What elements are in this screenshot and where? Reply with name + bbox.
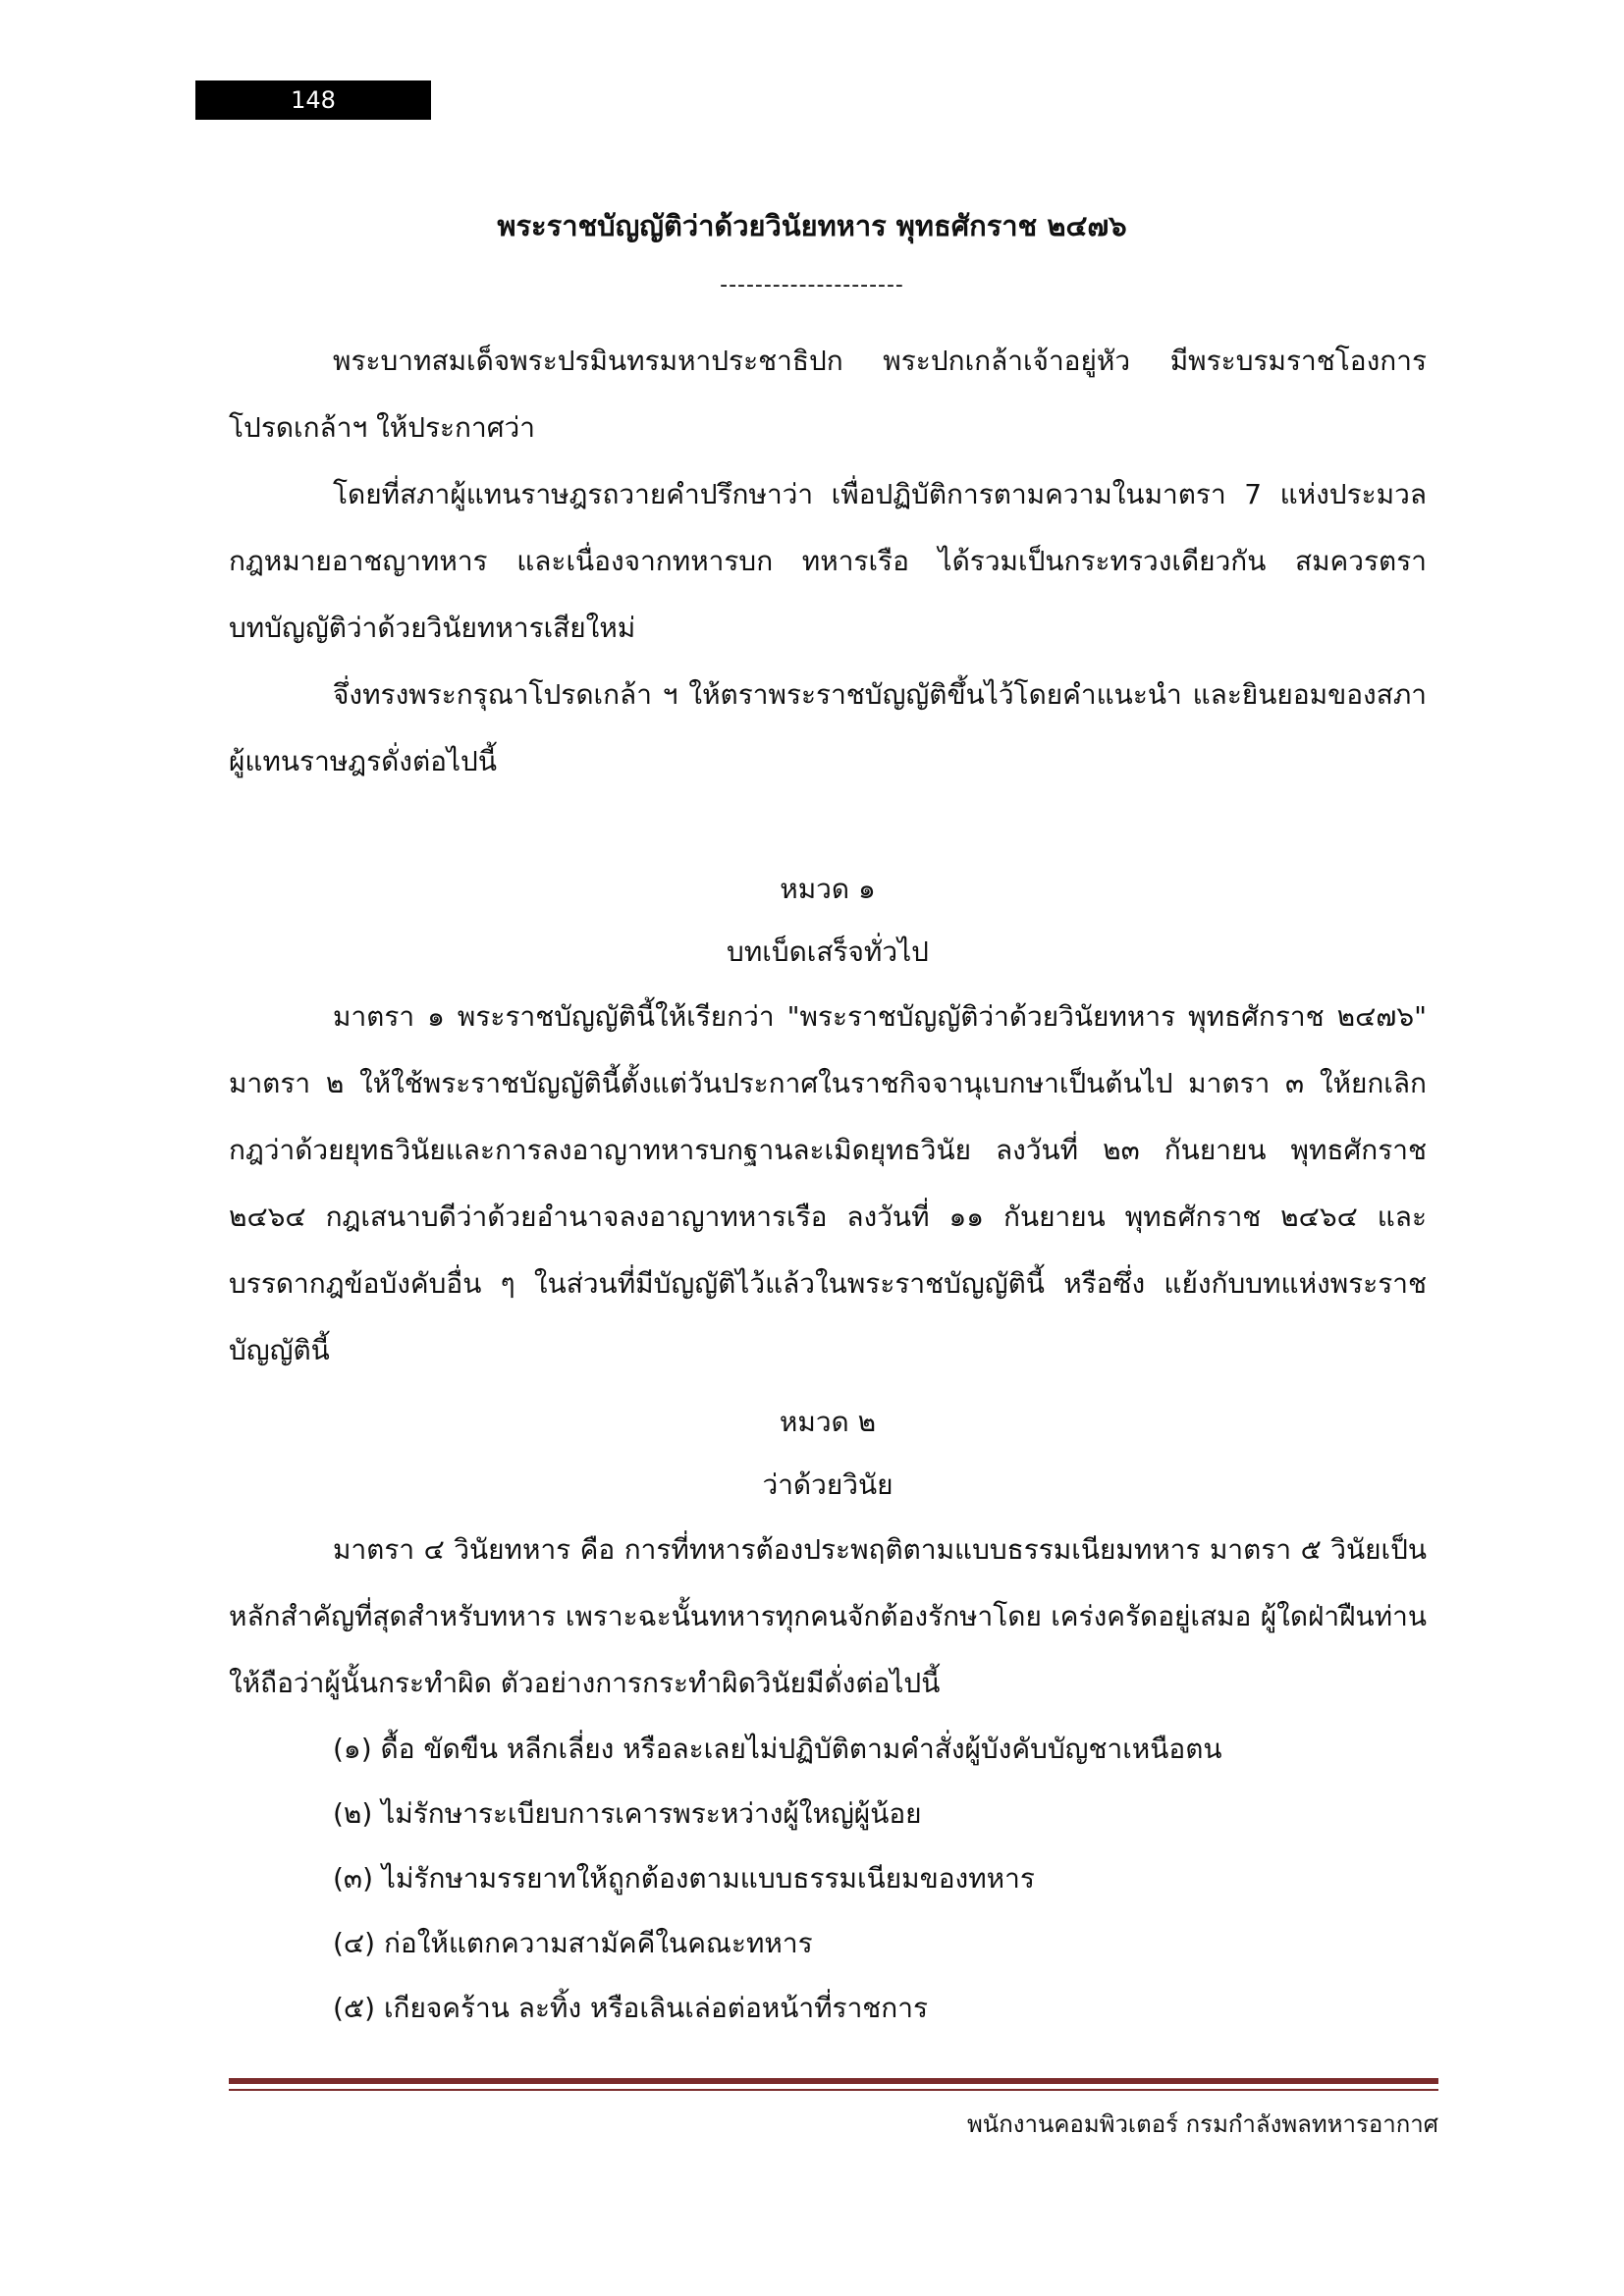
list-item: (๓) ไม่รักษามรรยาทให้ถูกต้องตามแบบธรรมเนียมของทหาร xyxy=(333,1862,1035,1895)
title-divider: --------------------- xyxy=(720,273,904,297)
preamble-paragraph: โดยที่สภาผู้แทนราษฎรถวายคำปรึกษาว่า เพื่อปฏิบัติการตามความในมาตรา 7 แห่งประมวลกฎหมายอาชญาทหาร และเนื่องจากทหารบก ทหารเรือ ได้รวมเป็นกระทรวงเดียวกัน สมควรตราบทบัญญัติว่าด้วยวินัยทหารเสียใหม่ xyxy=(229,478,1427,644)
chapter-1 xyxy=(229,858,1427,1384)
list-item: (๑) ดื้อ ขัดขืน หลีกเลี่ยง หรือละเลยไม่ปฏิบัติตามคำสั่งผู้บังคับบัญชาเหนือตน xyxy=(333,1733,1222,1765)
document-title: พระราชบัญญัติว่าด้วยวินัยทหาร พุทธศักราช ๒๔๗๖ xyxy=(497,209,1127,242)
list-item: (๒) ไม่รักษาระเบียบการเคารพระหว่างผู้ใหญ่ผู้น้อย xyxy=(333,1797,922,1830)
chapter-heading: หมวด ๑ xyxy=(780,873,876,905)
chapter-2 xyxy=(229,1391,1427,2041)
section-paragraph: มาตรา ๑ พระราชบัญญัตินี้ให้เรียกว่า "พระราชบัญญัติว่าด้วยวินัยทหาร พุทธศักราช ๒๔๗๖" มาตรา ๒ ให้ใช้พระราชบัญญัตินี้ตั้งแต่วันประกาศในราชกิจจานุเบกษาเป็นต้นไป มาตรา ๓ ให้ยกเลิกกฎว่าด้วยยุทธวินัยและการลงอาญาทหารบกฐานละเมิดยุทธวินัย ลงวันที่ ๒๓ กันยายน พุทธศักราช ๒๔๖๔ กฎเสนาบดีว่าด้วยอำนาจลงอาญาทหารเรือ ลงวันที่ ๑๑ กันยายน พุทธศักราช ๒๔๖๔ และบรรดากฎข้อบังคับอื่น ๆ ในส่วนที่มีบัญญัติไว้แล้วในพระราชบัญญัตินี้ หรือซึ่ง แย้งกับบทแห่งพระราชบัญญัตินี้ xyxy=(229,1000,1427,1366)
preamble-paragraph: พระบาทสมเด็จพระปรมินทรมหาประชาธิปก พระปกเกล้าเจ้าอยู่หัว มีพระบรมราชโองการโปรดเกล้าฯ ให้ประกาศว่า xyxy=(229,345,1427,444)
section-paragraph: มาตรา ๔ วินัยทหาร คือ การที่ทหารต้องประพฤติตามแบบธรรมเนียมทหาร มาตรา ๕ วินัยเป็นหลักสำคัญที่สุดสำหรับทหาร เพราะฉะนั้นทหารทุกคนจักต้องรักษาโดย เคร่งครัดอยู่เสมอ ผู้ใดฝ่าฝืนท่านให้ถือว่าผู้นั้นกระทำผิด ตัวอย่างการกระทำผิดวินัยมีดั่งต่อไปนี้ xyxy=(229,1533,1427,1699)
list-item: (๕) เกียจคร้าน ละทิ้ง หรือเลินเล่อต่อหน้าที่ราชการ xyxy=(333,1992,929,2024)
preamble xyxy=(229,328,1427,795)
footer-rule-thin xyxy=(229,2089,1438,2091)
chapter-subheading: บทเบ็ดเสร็จทั่วไป xyxy=(727,935,929,968)
chapter-heading: หมวด ๒ xyxy=(779,1406,877,1438)
footer-rule-thick xyxy=(229,2078,1438,2084)
footer-text: พนักงานคอมพิวเตอร์ กรมกำลังพลทหารอากาศ xyxy=(966,2110,1438,2138)
chapter-subheading: ว่าด้วยวินัย xyxy=(762,1468,893,1501)
list-item: (๔) ก่อให้แตกความสามัคคีในคณะทหาร xyxy=(333,1927,813,1959)
preamble-paragraph: จึ่งทรงพระกรุณาโปรดเกล้า ฯ ให้ตราพระราชบัญญัติขึ้นไว้โดยคำแนะนำ และยินยอมของสภาผู้แทนราษฎรดั่งต่อไปนี้ xyxy=(229,678,1427,777)
page-number: 148 xyxy=(195,80,431,120)
